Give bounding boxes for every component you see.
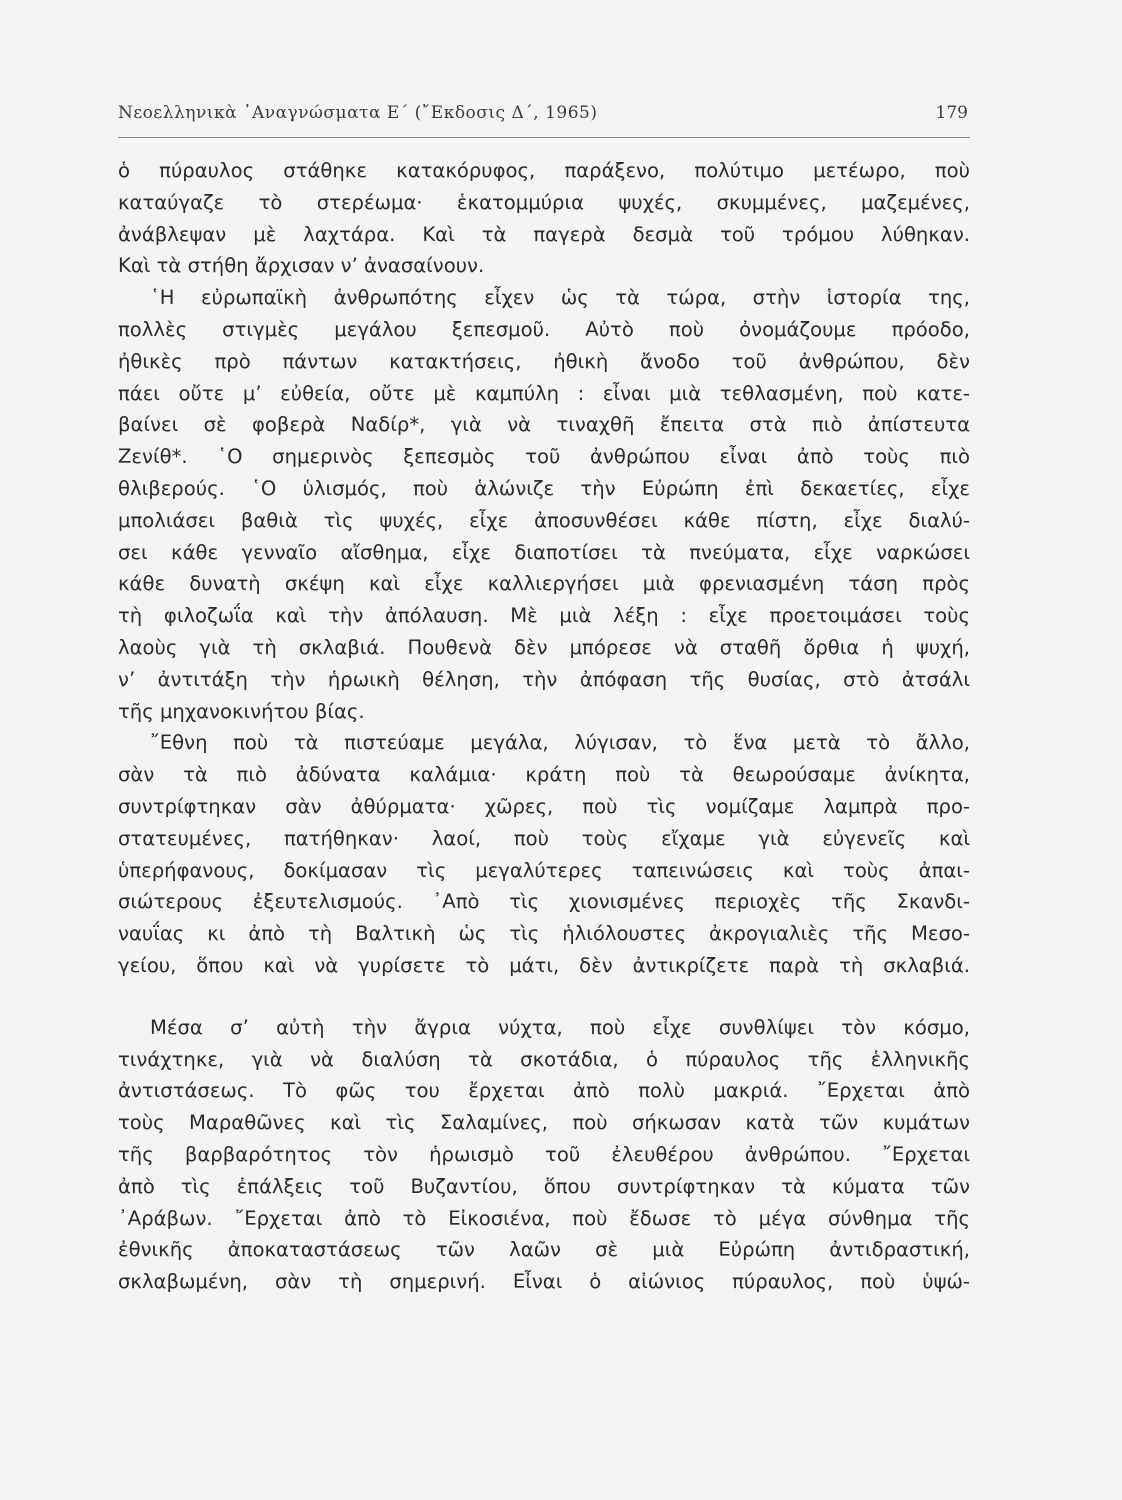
header-title: Νεοελληνικὰ ᾿Αναγνώσματα Ε΄ (῎Εκδοσις Δ΄, 1965): [118, 103, 598, 123]
text-line: καταύγαζε τὸ στερέωμα· ἑκατομμύρια ψυχές, σκυμμένες, μαζεμένες,: [118, 190, 970, 214]
text-line: συντρίφτηκαν σὰν ἀθύρματα· χῶρες, ποὺ τὶς νομίζαμε λαμπρὰ προ-: [118, 794, 970, 818]
text-line: γείου, ὅπου καὶ νὰ γυρίσετε τὸ μάτι, δὲν ἀντικρίζετε παρὰ τὴ σκλαβιά.: [118, 953, 970, 977]
text-line: ἠθικὲς πρὸ πάντων κατακτήσεις, ἠθικὴ ἄνοδο τοῦ ἀνθρώπου, δὲν: [118, 349, 970, 373]
text-line: Ζενίθ*. ῾Ο σημερινὸς ξεπεσμὸς τοῦ ἀνθρώπου εἶναι ἀπὸ τοὺς πιὸ: [118, 445, 970, 469]
text-line: λαοὺς γιὰ τὴ σκλαβιά. Πουθενὰ δὲν μπόρεσε νὰ σταθῆ ὄρθια ἡ ψυχή,: [118, 635, 970, 659]
text-line: ν’ ἀντιτάξη τὴν ἡρωικὴ θέληση, τὴν ἀπόφαση τῆς θυσίας, στὸ ἀτσάλι: [118, 667, 970, 691]
page-number: 179: [935, 103, 968, 123]
text-line: σιώτερους ἐξευτελισμούς. ᾿Απὸ τὶς χιονισμένες περιοχὲς τῆς Σκανδι-: [118, 890, 970, 914]
text-line: σὰν τὰ πιὸ ἀδύνατα καλάμια· κράτη ποὺ τὰ θεωρούσαμε ἀνίκητα,: [118, 763, 970, 787]
text-line: τοὺς Μαραθῶνες καὶ τὶς Σαλαμίνες, ποὺ σήκωσαν κατὰ τῶν κυμάτων: [118, 1111, 970, 1135]
text-line: ἐθνικῆς ἀποκαταστάσεως τῶν λαῶν σὲ μιὰ Εὐρώπη ἀντιδραστική,: [118, 1238, 970, 1262]
text-line: ὁ πύραυλος στάθηκε κατακόρυφος, παράξενο, πολύτιμο μετέωρο, ποὺ: [118, 159, 970, 182]
text-line: τῆς βαρβαρότητος τὸν ἡρωισμὸ τοῦ ἐλευθέρου ἀνθρώπου. ῎Ερχεται: [118, 1142, 970, 1166]
text-line: ἀνάβλεψαν μὲ λαχτάρα. Καὶ τὰ παγερὰ δεσμὰ τοῦ τρόμου λύθηκαν.: [118, 222, 970, 246]
text-line: στατευμένες, πατήθηκαν· λαοί, ποὺ τοὺς εἴχαμε γιὰ εὐγενεῖς καὶ: [118, 826, 970, 850]
text-line: ἀπὸ τὶς ἐπάλξεις τοῦ Βυζαντίου, ὅπου συντρίφτηκαν τὰ κύματα τῶν: [118, 1174, 970, 1198]
text-line: μπολιάσει βαθιὰ τὶς ψυχές, εἶχε ἀποσυνθέσει κάθε πίστη, εἶχε διαλύ-: [118, 508, 970, 532]
paragraph-gap: [118, 982, 970, 1012]
text-line: τῆς μηχανοκινήτου βίας.: [118, 699, 365, 723]
text-line: ῎Εθνη ποὺ τὰ πιστεύαμε μεγάλα, λύγισαν, τὸ ἕνα μετὰ τὸ ἄλλο,: [150, 731, 970, 755]
text-line: Μέσα σ’ αὐτὴ τὴν ἄγρια νύχτα, ποὺ εἶχε συνθλίψει τὸν κόσμο,: [150, 1015, 970, 1039]
text-line: ὑπερήφανους, δοκίμασαν τὶς μεγαλύτερες ταπεινώσεις καὶ τοὺς ἀπαι-: [118, 858, 970, 882]
text-line: Καὶ τὰ στήθη ἄρχισαν ν’ ἀνασαίνουν.: [118, 254, 485, 278]
text-line: τὴ φιλοζωΐα καὶ τὴν ἀπόλαυση. Μὲ μιὰ λέξη : εἶχε προετοιμάσει τοὺς: [118, 604, 970, 628]
body-text: [118, 155, 970, 1298]
text-line: θλιβερούς. ῾Ο ὑλισμός, ποὺ ἁλώνιζε τὴν Εὐρώπη ἐπὶ δεκαετίες, εἶχε: [118, 476, 970, 500]
text-line: τινάχτηκε, γιὰ νὰ διαλύση τὰ σκοτάδια, ὁ πύραυλος τῆς ἑλληνικῆς: [118, 1047, 970, 1071]
text-line: ναυΐας κι ἀπὸ τὴ Βαλτικὴ ὡς τὶς ἡλιόλουστες ἀκρογιαλιὲς τῆς Μεσο-: [118, 922, 970, 946]
text-line: ῾Η εὐρωπαϊκὴ ἀνθρωπότης εἶχεν ὡς τὰ τώρα, στὴν ἱστορία της,: [150, 286, 970, 310]
text-line: ἀντιστάσεως. Τὸ φῶς του ἔρχεται ἀπὸ πολὺ μακριά. ῎Ερχεται ἀπὸ: [118, 1079, 970, 1103]
text-line: σει κάθε γενναῖο αἴσθημα, εἶχε διαποτίσει τὰ πνεύματα, εἶχε ναρκώσει: [118, 540, 970, 564]
text-line: βαίνει σὲ φοβερὰ Ναδίρ*, γιὰ νὰ τιναχθῆ ἔπειτα στὰ πιὸ ἀπίστευτα: [118, 413, 970, 437]
text-line: πάει οὔτε μ’ εὐθεία, οὔτε μὲ καμπύλη : εἶναι μιὰ τεθλασμένη, ποὺ κατε-: [118, 381, 970, 405]
text-line: πολλὲς στιγμὲς μεγάλου ξεπεσμοῦ. Αὐτὸ ποὺ ὀνομάζουμε πρόοδο,: [118, 317, 970, 341]
running-header: [118, 103, 970, 138]
text-line: ᾿Αράβων. ῎Ερχεται ἀπὸ τὸ Εἰκοσιένα, ποὺ ἔδωσε τὸ μέγα σύνθημα τῆς: [118, 1206, 970, 1230]
text-line: σκλαβωμένη, σὰν τὴ σημερινή. Εἶναι ὁ αἰώνιος πύραυλος, ποὺ ὑψώ-: [118, 1270, 970, 1294]
text-line: κάθε δυνατὴ σκέψη καὶ εἶχε καλλιεργήσει μιὰ φρενιασμένη τάση πρὸς: [118, 572, 970, 596]
